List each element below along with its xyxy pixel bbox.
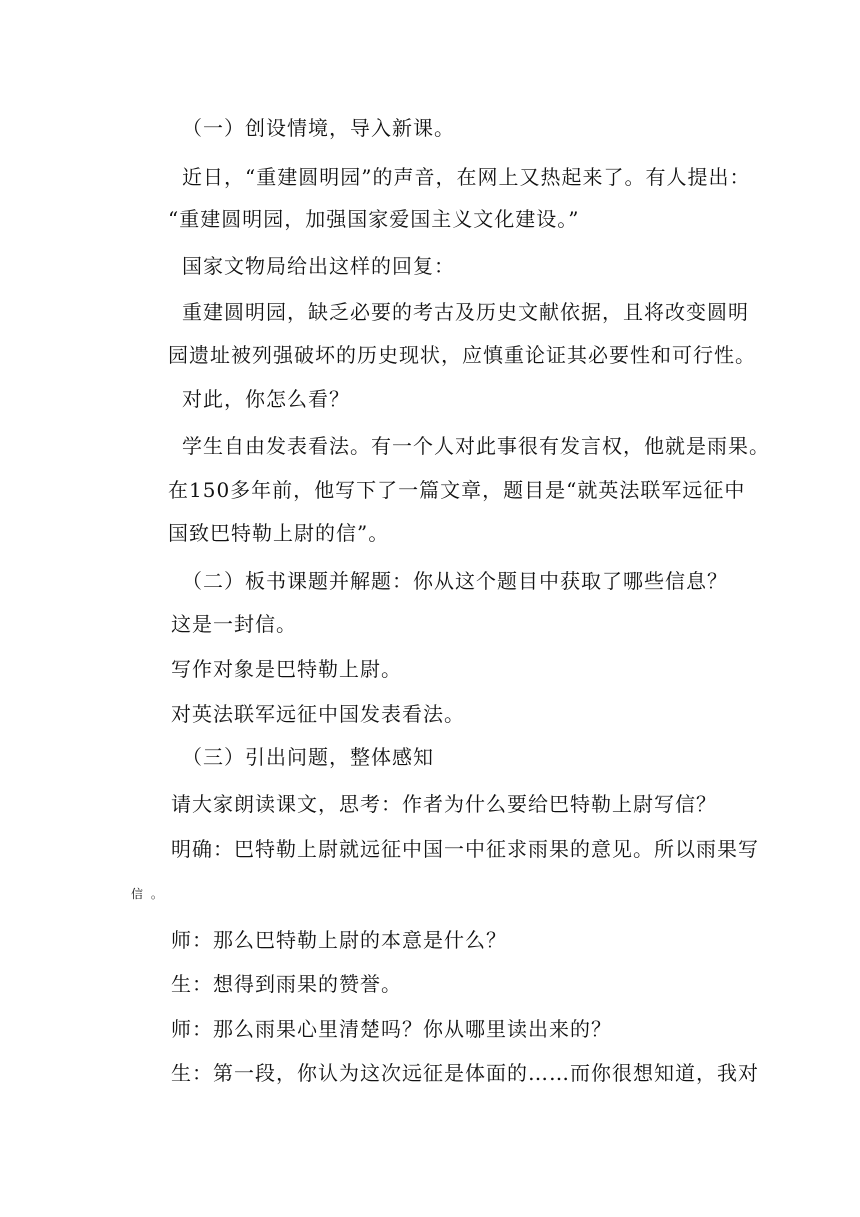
paragraph-line: “重建圆明园，加强国家爱国主义文化建设。” — [168, 207, 580, 231]
paragraph-line: 国致巴特勒上尉的信”。 — [168, 521, 390, 545]
paragraph-line: 明确：巴特勒上尉就远征中国一中征求雨果的意见。所以雨果写 — [171, 837, 759, 861]
paragraph-line: 国家文物局给出这样的回复： — [182, 254, 455, 278]
section-heading-1: （一）创设情境，导入新课。 — [182, 116, 455, 140]
paragraph-line: 近日，“重建圆明园”的声音，在网上又热起来了。有人提出： — [182, 165, 751, 189]
dialogue-line: 生：想得到雨果的赞誉。 — [171, 972, 402, 996]
dialogue-line: 师：那么巴特勒上尉的本意是什么？ — [171, 928, 507, 952]
section-heading-3: （三）引出问题，整体感知 — [182, 745, 434, 769]
paragraph-line: 对英法联军远征中国发表看法。 — [171, 702, 465, 726]
paragraph-line: 这是一封信。 — [171, 612, 297, 636]
dialogue-line: 师：那么雨果心里清楚吗？你从哪里读出来的？ — [171, 1017, 612, 1041]
paragraph-line: 写作对象是巴特勒上尉。 — [171, 657, 402, 681]
paragraph-line: 在150多年前，他写下了一篇文章，题目是“就英法联军远征中 — [168, 478, 746, 502]
paragraph-line: 请大家朗读课文，思考：作者为什么要给巴特勒上尉写信？ — [171, 792, 717, 816]
paragraph-line: 对此，你怎么看？ — [182, 387, 350, 411]
paragraph-line-small: 信 。 — [131, 887, 165, 901]
section-heading-2: （二）板书课题并解题：你从这个题目中获取了哪些信息？ — [182, 569, 728, 593]
dialogue-line: 生：第一段，你认为这次远征是体面的……而你很想知道，我对 — [171, 1061, 759, 1085]
paragraph-line: 重建圆明园，缺乏必要的考古及历史文献依据，且将改变圆明 — [182, 300, 749, 324]
paragraph-line: 学生自由发表看法。有一个人对此事很有发言权，他就是雨果。 — [182, 434, 770, 458]
paragraph-line: 园遗址被列强破坏的历史现状，应慎重论证其必要性和可行性。 — [168, 343, 756, 367]
